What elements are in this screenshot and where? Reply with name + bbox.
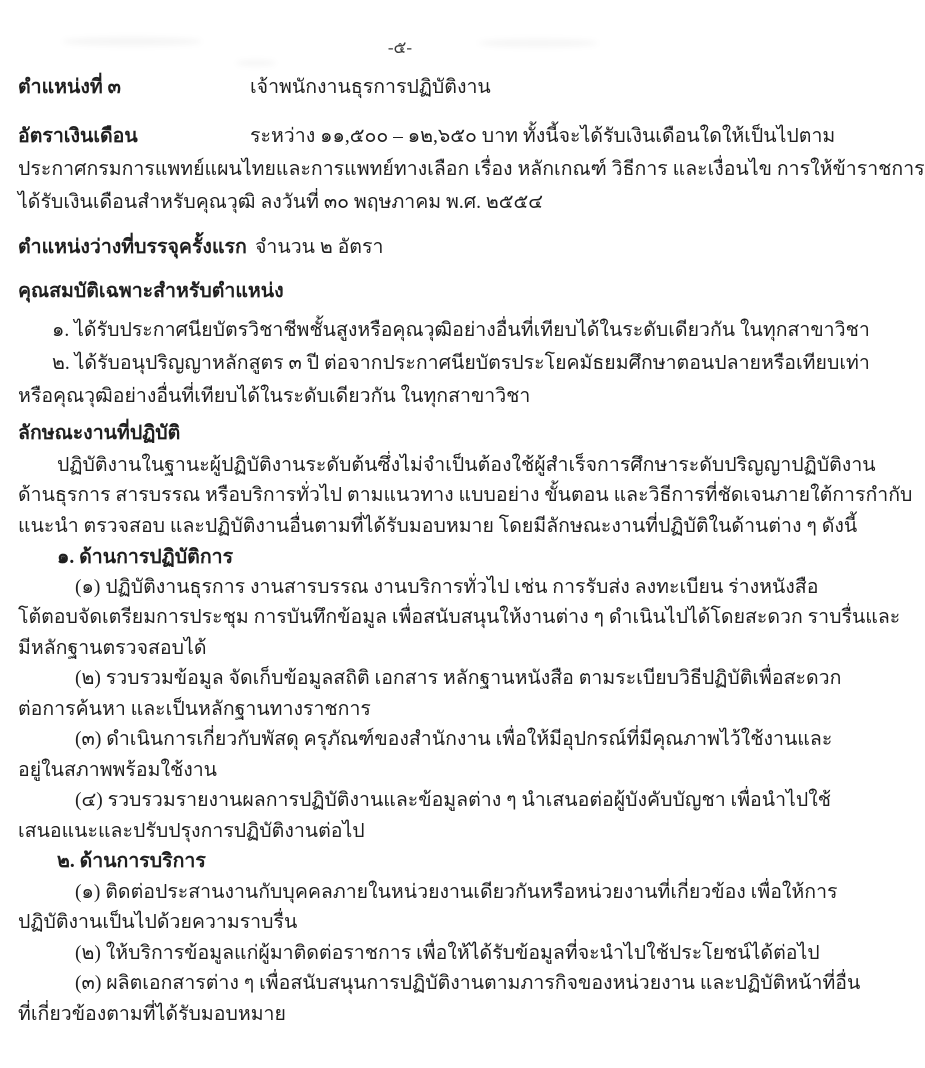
service-item-2: (๒) ให้บริการข้อมูลแก่ผู้มาติดต่อราชการ เพื่อให้ได้รับข้อมูลที่จะนำไปใช้ประโยชน์ได้ต่อไป — [75, 943, 820, 964]
operations-item-1: (๑) ปฏิบัติงานธุรการ งานสารบรรณ งานบริการทั่วไป เช่น การรับส่ง ลงทะเบียน ร่างหนังสือ — [75, 577, 819, 598]
duties-intro-cont: แนะนำ ตรวจสอบ และปฏิบัติงานอื่นตามที่ได้รับมอบหมาย โดยมีลักษณะงานที่ปฏิบัติในด้านต่าง ๆ ดังนี้ — [18, 516, 858, 537]
operations-item-3: (๓) ดำเนินการเกี่ยวกับพัสดุ ครุภัณฑ์ของสำนักงาน เพื่อให้มีอุปกรณ์ที่มีคุณภาพไว้ใช้งานและ — [75, 729, 833, 750]
qualifications-heading: คุณสมบัติเฉพาะสำหรับตำแหน่ง — [18, 281, 284, 302]
qualification-item-2: ๒. ได้รับอนุปริญญาหลักสูตร ๓ ปี ต่อจากประกาศนียบัตรประโยคมัธยมศึกษาตอนปลายหรือเทียบเท่า — [52, 353, 870, 374]
service-item-3: (๓) ผลิตเอกสารต่าง ๆ เพื่อสนับสนุนการปฏิบัติงานตามภารกิจของหน่วยงาน และปฏิบัติหน้าที่อื่น — [75, 973, 861, 994]
operations-section-heading: ๑. ด้านการปฏิบัติการ — [57, 547, 234, 568]
service-item-3-cont: ที่เกี่ยวข้องตามที่ได้รับมอบหมาย — [18, 1004, 286, 1025]
service-item-1: (๑) ติดต่อประสานงานกับบุคคลภายในหน่วยงานเดียวกันหรือหน่วยงานที่เกี่ยวข้อง เพื่อให้การ — [75, 882, 838, 903]
operations-item-2-cont: ต่อการค้นหา และเป็นหลักฐานทางราชการ — [18, 699, 371, 720]
scan-artifact — [236, 60, 276, 66]
salary-condition-line: ประกาศกรมการแพทย์แผนไทยและการแพทย์ทางเลือก เรื่อง หลักเกณฑ์ วิธีการ และเงื่อนไข การให้ข้าราชการ — [18, 159, 925, 180]
vacancy-value: จำนวน ๒ อัตรา — [255, 237, 384, 258]
position-label: ตำแหน่งที่ ๓ — [18, 77, 121, 98]
vacancy-label: ตำแหน่งว่างที่บรรจุครั้งแรก — [18, 237, 247, 258]
operations-item-2: (๒) รวบรวมข้อมูล จัดเก็บข้อมูลสถิติ เอกสาร หลักฐานหนังสือ ตามระเบียบวิธีปฏิบัติเพื่อสะดวก — [75, 668, 842, 689]
service-section-heading: ๒. ด้านการบริการ — [57, 851, 206, 872]
duties-intro: ปฏิบัติงานในฐานะผู้ปฏิบัติงานระดับต้นซึ่งไม่จำเป็นต้องใช้ผู้สำเร็จการศึกษาระดับปริญญาปฏิบัติงาน — [57, 455, 876, 476]
operations-item-3-cont: อยู่ในสภาพพร้อมใช้งาน — [18, 760, 217, 781]
operations-item-1-cont: โต้ตอบจัดเตรียมการประชุม การบันทึกข้อมูล เพื่อสนับสนุนให้งานต่าง ๆ ดำเนินไปได้โดยสะดวก ราบรื่นและ — [18, 607, 901, 628]
salary-label: อัตราเงินเดือน — [18, 126, 138, 147]
duties-intro-cont: ด้านธุรการ สารบรรณ หรือบริการทั่วไป ตามแนวทาง แบบอย่าง ขั้นตอน และวิธีการที่ชัดเจนภายใต้การกำกับ — [18, 485, 913, 506]
duties-heading: ลักษณะงานที่ปฏิบัติ — [18, 423, 181, 444]
service-item-1-cont: ปฏิบัติงานเป็นไปด้วยความราบรื่น — [18, 912, 298, 933]
position-title: เจ้าพนักงานธุรการปฏิบัติงาน — [250, 77, 491, 98]
salary-date-line: ได้รับเงินเดือนสำหรับคุณวุฒิ ลงวันที่ ๓๐ พฤษภาคม พ.ศ. ๒๕๕๔ — [18, 192, 544, 213]
qualification-item-1: ๑. ได้รับประกาศนียบัตรวิชาชีพชั้นสูงหรือคุณวุฒิอย่างอื่นที่เทียบได้ในระดับเดียวกัน ในทุกสาขาวิชา — [52, 320, 870, 341]
operations-item-4: (๔) รวบรวมรายงานผลการปฏิบัติงานและข้อมูลต่าง ๆ นำเสนอต่อผู้บังคับบัญชา เพื่อนำไปใช้ — [75, 790, 831, 811]
salary-range-line: ระหว่าง ๑๑,๕๐๐ – ๑๒,๖๕๐ บาท ทั้งนี้จะได้รับเงินเดือนใดให้เป็นไปตาม — [250, 126, 836, 147]
qualification-item-2-cont: หรือคุณวุฒิอย่างอื่นที่เทียบได้ในระดับเดียวกัน ในทุกสาขาวิชา — [18, 386, 531, 407]
operations-item-4-cont: เสนอแนะและปรับปรุงการปฏิบัติงานต่อไป — [18, 821, 365, 842]
operations-item-1-cont: มีหลักฐานตรวจสอบได้ — [18, 638, 207, 659]
page-number: -๕- — [387, 38, 413, 57]
